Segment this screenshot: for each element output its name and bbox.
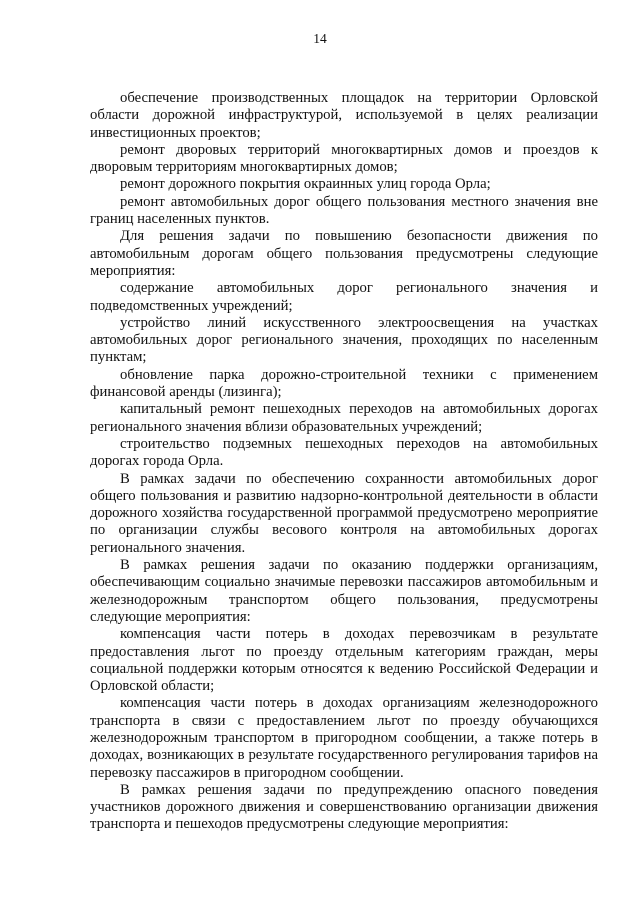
paragraph: компенсация части потерь в доходах организациям железнодорожного транспорта в связи с предоставлением льгот по проезду обучающихся железнодорожным транспортом в пригородном сообщении, а также потерь в доходах, возникающих в результате государственного регулирования тарифов на перевозку пассажиров в пригородном сообщении. — [90, 695, 598, 781]
paragraph: компенсация части потерь в доходах перевозчикам в результате предоставления льгот по проезду отдельным категориям граждан, меры социальной поддержки которым относятся к ведению Российской Федерации и Орловской области; — [90, 626, 598, 695]
paragraph: капитальный ремонт пешеходных переходов на автомобильных дорогах регионального значения вблизи образовательных учреждений; — [90, 401, 598, 435]
paragraph: строительство подземных пешеходных переходов на автомобильных дорогах города Орла. — [90, 435, 598, 470]
paragraph: Для решения задачи по повышению безопасности движения по автомобильным дорогам общего пользования предусмотрены следующие мероприятия: — [90, 228, 598, 279]
paragraph: ремонт дорожного покрытия окраинных улиц города Орла; — [120, 176, 491, 193]
paragraph: обеспечение производственных площадок на территории Орловской области дорожной инфраструктурой, используемой в целях реализации инвестиционных проектов; — [90, 90, 598, 141]
paragraph: содержание автомобильных дорог регионального значения и подведомственных учреждений; — [90, 280, 598, 314]
paragraph: В рамках задачи по обеспечению сохранности автомобильных дорог общего пользования и развитию надзорно-контрольной деятельности в области дорожного хозяйства государственной программой предусмотрено мероприятие по организации службы весового контроля на автомобильных дорогах регионального значения. — [90, 470, 598, 556]
paragraph: В рамках решения задачи по оказанию поддержки организациям, обеспечивающим социально значимые перевозки пассажиров автомобильным и железнодорожным транспортом общего пользования, предусмотрены следующие мероприятия: — [90, 557, 598, 625]
paragraph: ремонт дворовых территорий многоквартирных домов и проездов к дворовым территориям многоквартирных домов; — [90, 141, 598, 176]
paragraph: В рамках решения задачи по предупреждению опасного поведения участников дорожного движения и совершенствованию организации движения транспорта и пешеходов предусмотрены следующие мероприятия: — [90, 781, 598, 833]
paragraph: устройство линий искусственного электроосвещения на участках автомобильных дорог регионального значения, проходящих по населенным пунктам; — [90, 314, 598, 366]
document-body — [90, 90, 598, 834]
page-number: 14 — [313, 31, 327, 46]
paragraph: ремонт автомобильных дорог общего пользования местного значения вне границ населенных пунктов. — [90, 193, 598, 228]
paragraph: обновление парка дорожно-строительной техники с применением финансовой аренды (лизинга); — [90, 366, 598, 401]
